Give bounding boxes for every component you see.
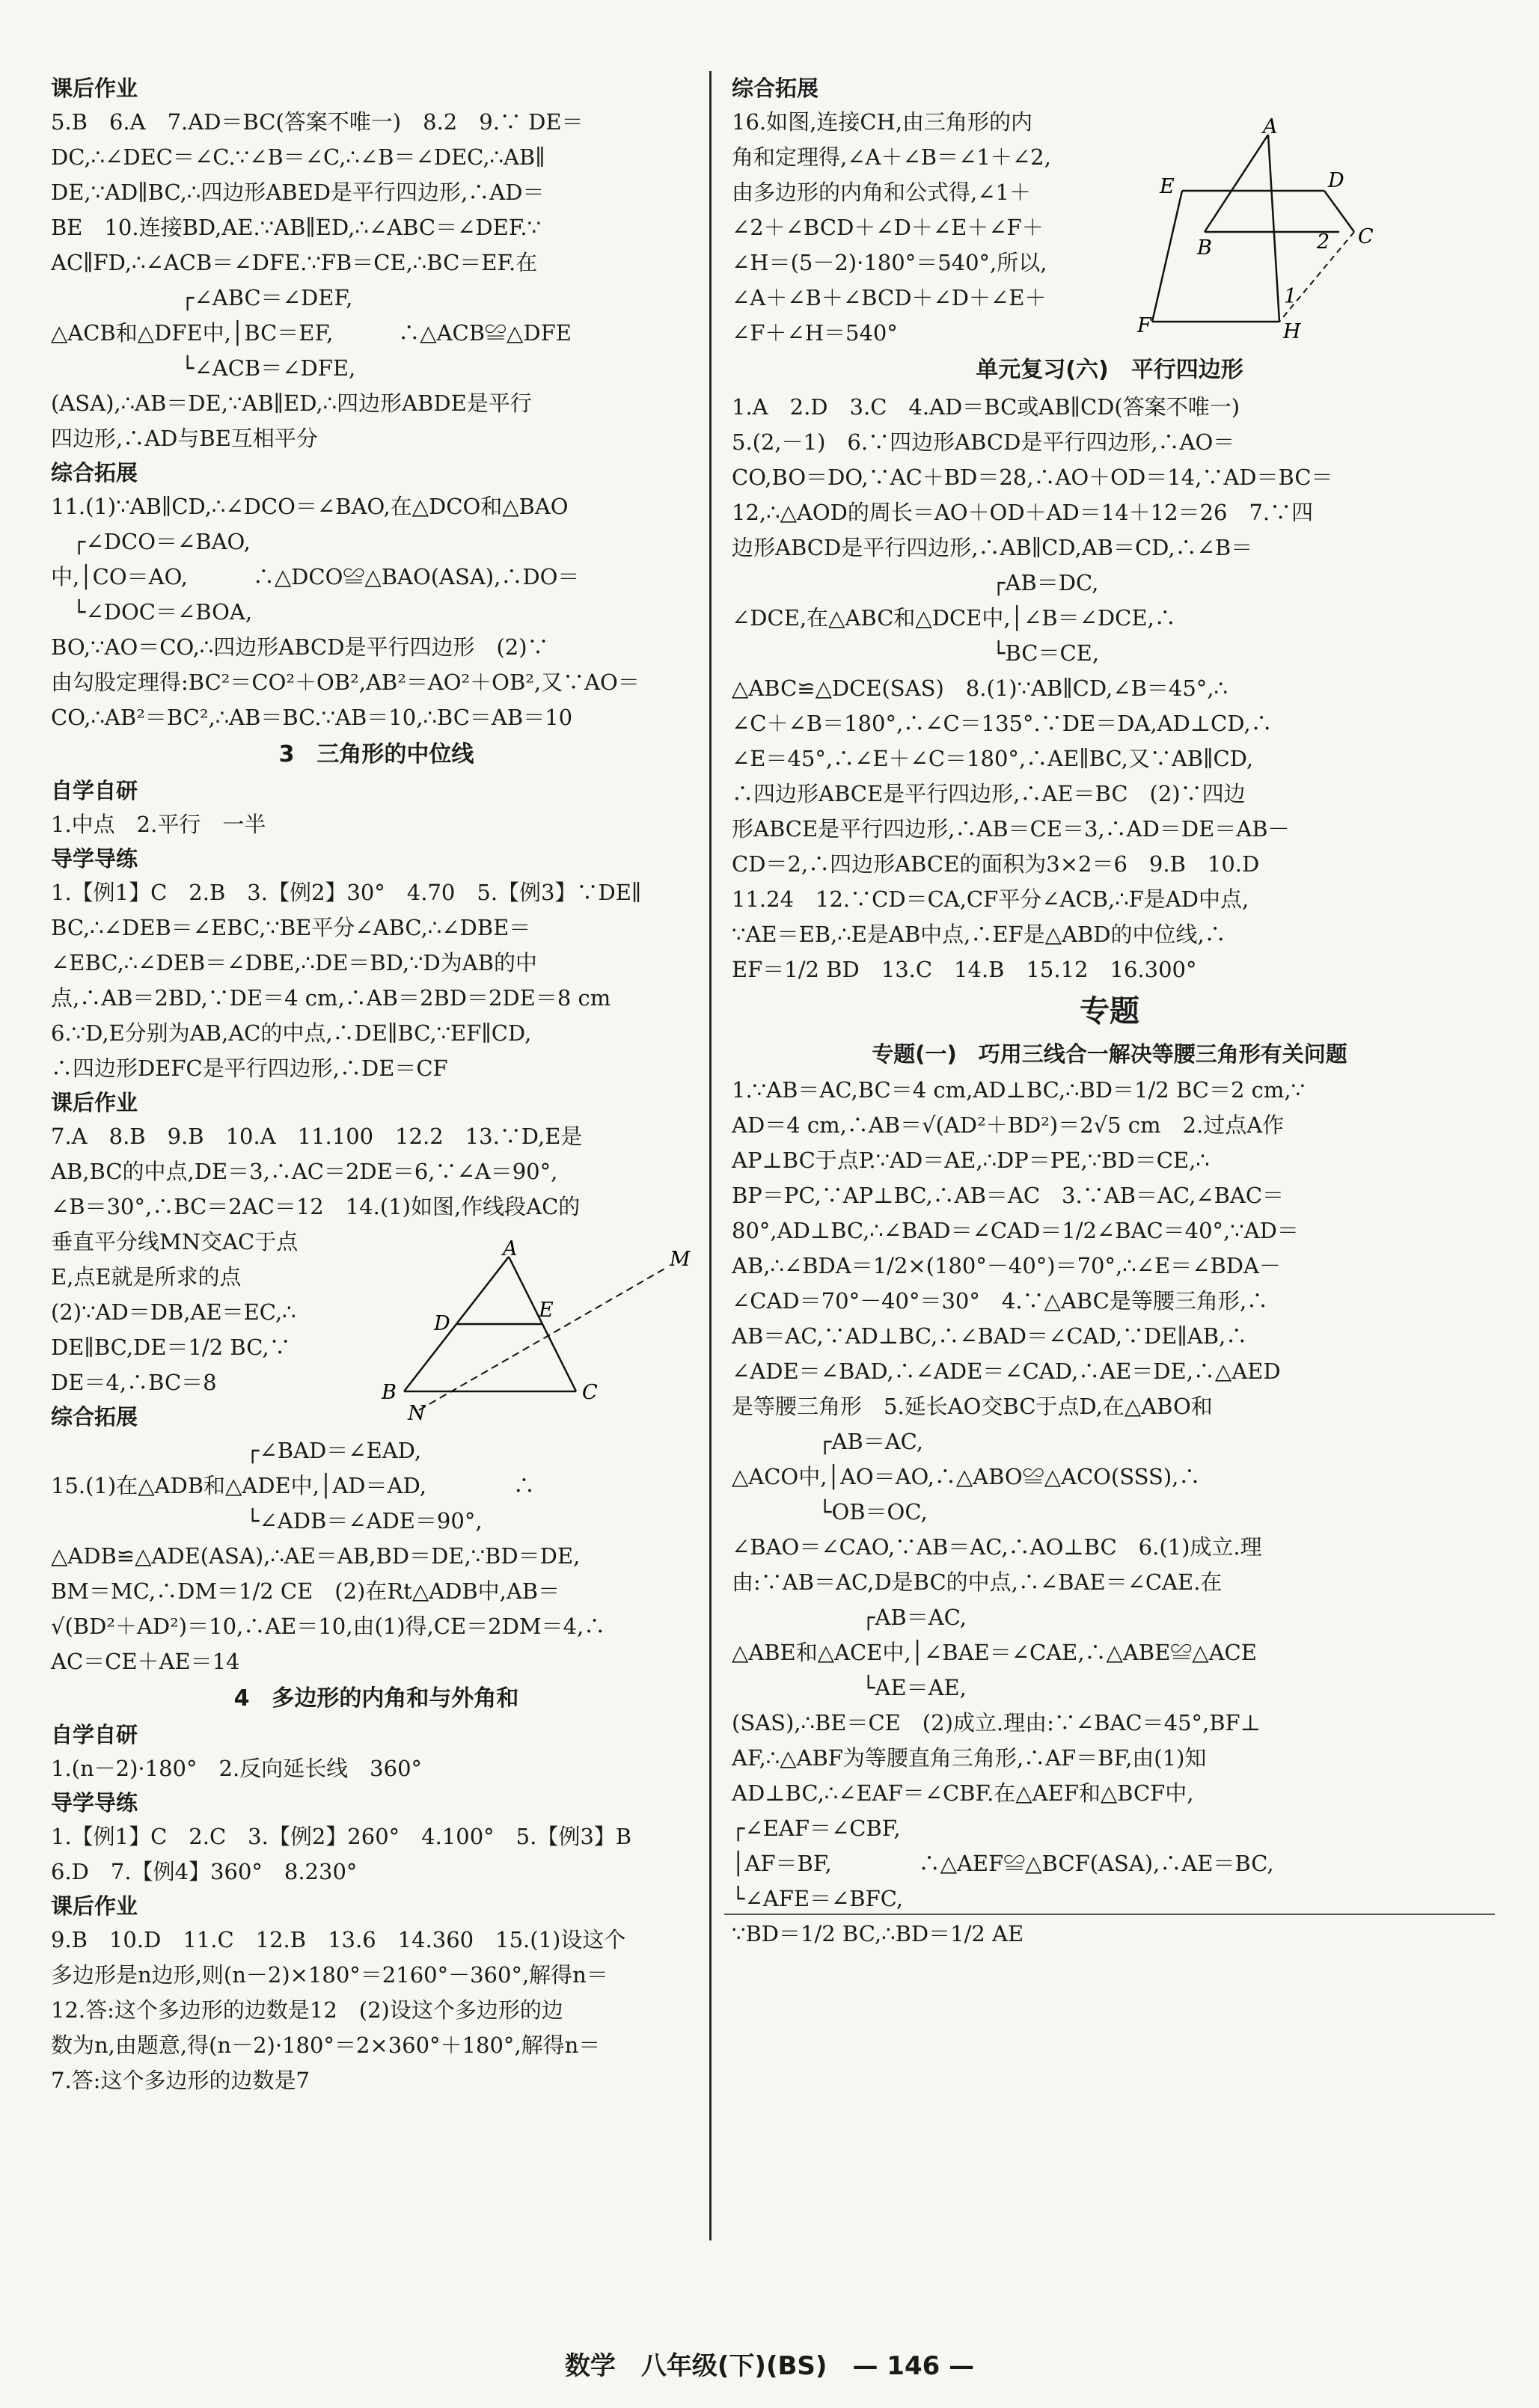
answer-line: ┌AB＝AC, xyxy=(732,1605,967,1630)
answer-line: └∠ADB＝∠ADE＝90°, xyxy=(51,1508,483,1534)
answer-line: AB,∴∠BDA＝1/2×(180°－40°)＝70°,∴∠E＝∠BDA－ xyxy=(732,1253,1281,1278)
answer-line: 11.24 12.∵CD＝CA,CF平分∠ACB,∴F是AD中点, xyxy=(732,886,1249,912)
answer-line: 由多边形的内角和公式得,∠1＋ xyxy=(732,180,1031,205)
fig-left-label: D xyxy=(434,1312,450,1335)
fig-right-label: H xyxy=(1283,320,1301,343)
answer-line: 7.A 8.B 9.B 10.A 11.100 12.2 13.∵D,E是 xyxy=(51,1124,583,1149)
fig-left-label: A xyxy=(503,1237,518,1260)
answer-line: AP⊥BC于点P.∵AD＝AE,∴DP＝PE,∵BD＝CE,∴ xyxy=(732,1148,1210,1173)
answer-line: E,点E就是所求的点 xyxy=(51,1264,242,1290)
answer-line: AB,BC的中点,DE＝3,∴AC＝2DE＝6,∵∠A＝90°, xyxy=(51,1159,558,1184)
topic-title: 专题(一) 巧用三线合一解决等腰三角形有关问题 xyxy=(872,1041,1347,1067)
answer-line: ∠DCE,在△ABC和△DCE中,│∠B＝∠DCE,∴ xyxy=(732,605,1176,631)
answer-line: 中,│CO＝AO, ∴△DCO≌△BAO(ASA),∴DO＝ xyxy=(51,564,580,589)
answer-line: 是等腰三角形 5.延长AO交BC于点D,在△ABO和 xyxy=(732,1394,1213,1419)
section-heading: 自学自研 xyxy=(51,1722,138,1747)
answer-line: 5.(2,－1) 6.∵四边形ABCD是平行四边形,∴AO＝ xyxy=(732,429,1235,455)
fig-right-label: F xyxy=(1137,314,1151,337)
triangle-bisector-figure xyxy=(374,1237,703,1425)
fig-right-label: A xyxy=(1263,115,1278,138)
answer-line: 数为n,由题意,得(n－2)·180°＝2×360°＋180°,解得n＝ xyxy=(51,2032,601,2058)
answer-line: BP＝PC,∵AP⊥BC,∴AB＝AC 3.∵AB＝AC,∠BAC＝ xyxy=(732,1183,1285,1208)
answer-line: ∠BAO＝∠CAO,∵AB＝AC,∴AO⊥BC 6.(1)成立.理 xyxy=(732,1534,1262,1560)
answer-line: DE＝4,∴BC＝8 xyxy=(51,1370,217,1395)
fig-right-label: 2 xyxy=(1317,230,1330,254)
answer-line: ∠CAD＝70°－40°＝30° 4.∵△ABC是等腰三角形,∴ xyxy=(732,1288,1269,1314)
section-title: 单元复习(六) 平行四边形 xyxy=(976,357,1243,383)
answer-line: △ABE和△ACE中,│∠BAE＝∠CAE,∴△ABE≌△ACE xyxy=(732,1640,1257,1665)
answer-line: AD⊥BC,∴∠EAF＝∠CBF.在△AEF和△BCF中, xyxy=(732,1780,1194,1806)
right-column xyxy=(732,72,1487,1952)
section-heading: 综合拓展 xyxy=(51,1404,138,1430)
answer-line: (2)∵AD＝DB,AE＝EC,∴ xyxy=(51,1299,296,1325)
answer-line: 1.(n－2)·180° 2.反向延长线 360° xyxy=(51,1756,423,1781)
answer-line: ∠B＝30°,∴BC＝2AC＝12 14.(1)如图,作线段AC的 xyxy=(51,1194,581,1219)
fig-right-label: C xyxy=(1358,225,1374,248)
answer-line: EF＝1/2 BD 13.C 14.B 15.12 16.300° xyxy=(732,957,1197,982)
answer-line: 1.【例1】C 2.C 3.【例2】260° 4.100° 5.【例3】B xyxy=(51,1824,632,1849)
answer-line: ∵AE＝EB,∴E是AB中点,∴EF是△ABD的中位线,∴ xyxy=(732,922,1226,947)
column-divider xyxy=(709,71,712,2240)
answer-line: ∠E＝45°,∴∠E＋∠C＝180°,∴AE∥BC,又∵AB∥CD, xyxy=(732,746,1254,771)
answer-line: 5.B 6.A 7.AD＝BC(答案不唯一) 8.2 9.∵ DE＝ xyxy=(51,109,584,135)
fig-left-label: C xyxy=(582,1381,598,1404)
fig-left-label: M xyxy=(670,1248,691,1271)
answer-line: CD＝2,∴四边形ABCE的面积为3×2＝6 9.B 10.D xyxy=(732,851,1260,877)
answer-line: CO,∴AB²＝BC²,∴AB＝BC.∵AB＝10,∴BC＝AB＝10 xyxy=(51,705,573,730)
answer-line: √(BD²＋AD²)＝10,∴AE＝10,由(1)得,CE＝2DM＝4,∴ xyxy=(51,1614,606,1639)
answer-line: ∠2＋∠BCD＋∠D＋∠E＋∠F＋ xyxy=(732,215,1044,240)
section-title: 3 三角形的中位线 xyxy=(278,741,474,768)
answer-line: ┌∠BAD＝∠EAD, xyxy=(51,1438,422,1463)
answer-line: ┌∠ABC＝∠DEF, xyxy=(51,285,353,310)
section-heading: 自学自研 xyxy=(51,778,138,803)
section-heading: 课后作业 xyxy=(51,1090,138,1115)
answer-line: BE 10.连接BD,AE.∵AB∥ED,∴∠ABC＝∠DEF.∵ xyxy=(51,215,542,240)
fig-left-label: B xyxy=(382,1381,397,1404)
answer-line: 1.中点 2.平行 一半 xyxy=(51,812,266,837)
answer-line: 7.答:这个多边形的边数是7 xyxy=(51,2068,310,2093)
answer-line: AF,∴△ABF为等腰直角三角形,∴AF＝BF,由(1)知 xyxy=(732,1745,1207,1771)
answer-line: DC,∴∠DEC＝∠C.∵∠B＝∠C,∴∠B＝∠DEC,∴AB∥ xyxy=(51,144,545,170)
answer-line: AB＝AC,∵AD⊥BC,∴∠BAD＝∠CAD,∵DE∥AB,∴ xyxy=(732,1323,1248,1349)
answer-line: └∠DOC＝∠BOA, xyxy=(51,599,253,625)
page-footer: 数学 八年级(下)(BS) — 146 — xyxy=(564,2351,975,2381)
answer-line: 12,∴△AOD的周长＝AO＋OD＋AD＝14＋12＝26 7.∵四 xyxy=(732,500,1314,525)
answer-line: ∠C＋∠B＝180°,∴∠C＝135°.∵DE＝DA,AD⊥CD,∴ xyxy=(732,711,1273,736)
answer-line: ┌∠EAF＝∠CBF, xyxy=(732,1816,901,1841)
fig-left-label: N xyxy=(408,1402,426,1425)
answer-line: ┌AB＝DC, xyxy=(732,570,1099,595)
answer-line: DE,∵AD∥BC,∴四边形ABED是平行四边形,∴AD＝ xyxy=(51,180,545,205)
fig-right-label: D xyxy=(1328,169,1344,192)
answer-line: 9.B 10.D 11.C 12.B 13.6 14.360 15.(1)设这个 xyxy=(51,1927,626,1952)
answer-line: 多边形是n边形,则(n－2)×180°＝2160°－360°,解得n＝ xyxy=(51,1962,608,1988)
answer-line: ∠F＋∠H＝540° xyxy=(732,320,898,346)
answer-line: (SAS),∴BE＝CE (2)成立.理由:∵∠BAC＝45°,BF⊥ xyxy=(732,1710,1261,1735)
answer-line: └OB＝OC, xyxy=(732,1499,928,1525)
answer-line: △ACO中,│AO＝AO,∴△ABO≌△ACO(SSS),∴ xyxy=(732,1464,1201,1489)
answer-line: ┌∠DCO＝∠BAO, xyxy=(51,529,251,554)
fig-right-label: 1 xyxy=(1284,285,1297,308)
answer-line: △ABC≌△DCE(SAS) 8.(1)∵AB∥CD,∠B＝45°,∴ xyxy=(732,675,1228,701)
answer-line: └∠AFE＝∠BFC, xyxy=(732,1886,904,1911)
answer-line: DE∥BC,DE＝1/2 BC,∵ xyxy=(51,1335,291,1360)
section-heading: 综合拓展 xyxy=(51,460,138,485)
answer-line: 边形ABCD是平行四边形,∴AB∥CD,AB＝CD,∴∠B＝ xyxy=(732,535,1253,560)
answer-line: 1.∵AB＝AC,BC＝4 cm,AD⊥BC,∴BD＝1/2 BC＝2 cm,∵ xyxy=(732,1077,1306,1103)
fig-left-label: E xyxy=(539,1299,554,1322)
fig-right-label: B xyxy=(1197,236,1212,260)
answer-line: ∴四边形ABCE是平行四边形,∴AE＝BC (2)∵四边 xyxy=(732,781,1246,806)
answer-line: △ADB≌△ADE(ASA),∴AE＝AB,BD＝DE,∵BD＝DE, xyxy=(51,1543,581,1569)
answer-line: (ASA),∴AB＝DE,∵AB∥ED,∴四边形ABDE是平行 xyxy=(51,390,532,416)
answer-line: △ACB和△DFE中,│BC＝EF, ∴△ACB≌△DFE xyxy=(51,320,572,346)
polygon-figure xyxy=(1137,115,1377,344)
answer-line: 垂直平分线MN交AC于点 xyxy=(51,1229,299,1254)
answer-line: 角和定理得,∠A＋∠B＝∠1＋∠2, xyxy=(732,144,1051,170)
answer-line: └AE＝AE, xyxy=(732,1675,967,1700)
answer-line: BO,∵AO＝CO,∴四边形ABCD是平行四边形 (2)∵ xyxy=(51,634,549,660)
answer-line: ∠H＝(5－2)·180°＝540°,所以, xyxy=(732,250,1047,275)
answer-line: 由:∵AB＝AC,D是BC的中点,∴∠BAE＝∠CAE.在 xyxy=(732,1569,1223,1595)
section-heading: 导学导练 xyxy=(51,1790,138,1816)
section-heading: 综合拓展 xyxy=(732,76,819,101)
answer-line: 15.(1)在△ADB和△ADE中,│AD＝AD, ∴ xyxy=(51,1473,535,1498)
answer-line: ∴四边形DEFC是平行四边形,∴DE＝CF xyxy=(51,1056,448,1081)
answer-line: 点,∴AB＝2BD,∵DE＝4 cm,∴AB＝2BD＝2DE＝8 cm xyxy=(51,985,611,1011)
section-heading: 课后作业 xyxy=(51,1893,138,1919)
answer-line: 1.【例1】C 2.B 3.【例2】30° 4.70 5.【例3】∵DE∥ xyxy=(51,880,642,905)
answer-line: AC∥FD,∴∠ACB＝∠DFE.∵FB＝CE,∴BC＝EF.在 xyxy=(51,250,538,275)
answer-line: └BC＝CE, xyxy=(732,640,1100,666)
answer-line: ∠EBC,∴∠DEB＝∠DBE,∴DE＝BD,∵D为AB的中 xyxy=(51,950,537,975)
fig-right-label: E xyxy=(1160,175,1175,198)
left-column xyxy=(51,72,702,2098)
answer-line: ┌AB＝AC, xyxy=(732,1429,924,1454)
answer-line: └∠ACB＝∠DFE, xyxy=(51,355,356,381)
answer-line: 12.答:这个多边形的边数是12 (2)设这个多边形的边 xyxy=(51,1997,563,2023)
answer-line: ∠A＋∠B＋∠BCD＋∠D＋∠E＋ xyxy=(732,285,1047,310)
answer-line: AD＝4 cm,∴AB＝√(AD²＋BD²)＝2√5 cm 2.过点A作 xyxy=(732,1112,1285,1138)
chapter-title: 专题 xyxy=(1080,994,1139,1029)
answer-line: 6.D 7.【例4】360° 8.230° xyxy=(51,1859,358,1884)
answer-line: 16.如图,连接CH,由三角形的内 xyxy=(732,109,1033,135)
section-title: 4 多边形的内角和与外角和 xyxy=(233,1685,519,1712)
section-heading: 课后作业 xyxy=(51,76,138,101)
answer-line: 四边形,∴AD与BE互相平分 xyxy=(51,426,318,451)
answer-line: 11.(1)∵AB∥CD,∴∠DCO＝∠BAO,在△DCO和△BAO xyxy=(51,494,569,519)
answer-line: 6.∵D,E分别为AB,AC的中点,∴DE∥BC,∵EF∥CD, xyxy=(51,1020,532,1046)
answer-line: CO,BO＝DO,∵AC＋BD＝28,∴AO＋OD＝14,∵AD＝BC＝ xyxy=(732,465,1333,490)
answer-line: ∵BD＝1/2 BC,∴BD＝1/2 AE xyxy=(732,1921,1024,1946)
section-heading: 导学导练 xyxy=(51,846,138,871)
answer-line: AC＝CE＋AE＝14 xyxy=(51,1649,240,1674)
answer-line: │AF＝BF, ∴△AEF≌△BCF(ASA),∴AE＝BC, xyxy=(732,1851,1274,1876)
answer-line: 由勾股定理得:BC²＝CO²＋OB²,AB²＝AO²＋OB²,又∵AO＝ xyxy=(51,670,640,695)
answer-line: BC,∴∠DEB＝∠EBC,∵BE平分∠ABC,∴∠DBE＝ xyxy=(51,915,531,940)
answer-line: 1.A 2.D 3.C 4.AD＝BC或AB∥CD(答案不唯一) xyxy=(732,394,1240,420)
answer-line: 80°,AD⊥BC,∴∠BAD＝∠CAD＝1/2∠BAC＝40°,∵AD＝ xyxy=(732,1218,1299,1243)
answer-line: ∠ADE＝∠BAD,∴∠ADE＝∠CAD,∴AE＝DE,∴△AED xyxy=(732,1358,1281,1384)
answer-line: 形ABCE是平行四边形,∴AB＝CE＝3,∴AD＝DE＝AB－ xyxy=(732,816,1290,842)
answer-line: BM＝MC,∴DM＝1/2 CE (2)在Rt△ADB中,AB＝ xyxy=(51,1578,560,1604)
